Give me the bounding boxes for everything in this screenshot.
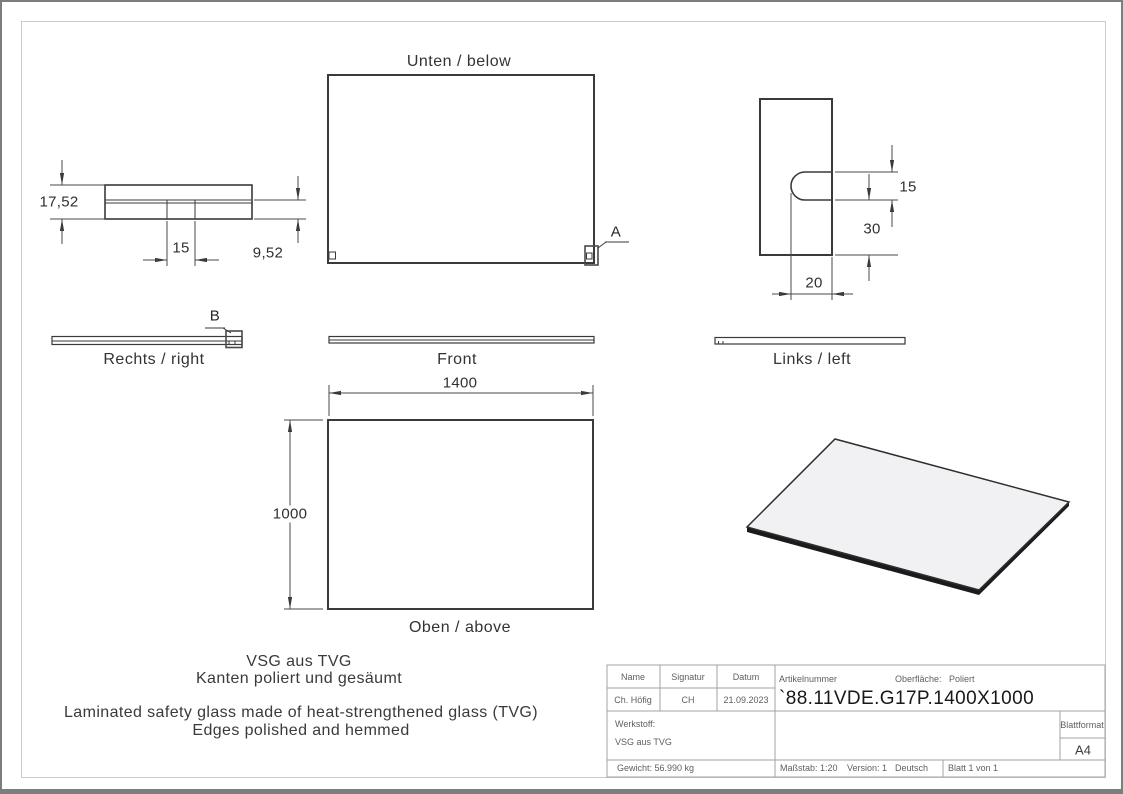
titleblock-oberflaeche-label: Oberfläche: bbox=[895, 674, 942, 684]
view-slot-detail bbox=[760, 99, 832, 255]
oben-dimensions bbox=[284, 385, 593, 609]
view-label-front: Front bbox=[437, 351, 477, 368]
titleblock-gewicht: Gewicht: 56.990 kg bbox=[617, 763, 695, 773]
drawing-frame bbox=[22, 22, 1106, 778]
dim-slot-width: 15 bbox=[172, 239, 190, 257]
titleblock-version: Version: 1 bbox=[847, 763, 888, 773]
note-en-edges: Edges polished and hemmed bbox=[192, 722, 410, 739]
titleblock-name-header: Name bbox=[620, 672, 646, 682]
view-edge-profile bbox=[105, 185, 252, 219]
titleblock-signatur-value: CH bbox=[681, 695, 695, 705]
view-front-strip bbox=[329, 337, 594, 344]
note-de-material: VSG aus TVG bbox=[246, 653, 352, 670]
titleblock-blattformat-label: Blattformat bbox=[1060, 720, 1104, 730]
view-unten-outline bbox=[328, 75, 629, 265]
titleblock-werkstoff-label: Werkstoff: bbox=[615, 719, 656, 729]
view-label-rechts: Rechts / right bbox=[103, 351, 205, 368]
detail-b-label: B bbox=[209, 307, 221, 325]
note-en-material: Laminated safety glass made of heat-strengthened glass (TVG) bbox=[63, 704, 539, 721]
dim-slot-depth: 20 bbox=[805, 274, 823, 292]
dim-plate-height: 1000 bbox=[270, 506, 311, 523]
titleblock-datum-value: 21.09.2023 bbox=[723, 695, 769, 705]
dim-lower-thickness: 9,52 bbox=[252, 244, 284, 262]
isometric-panel bbox=[747, 439, 1069, 595]
dim-slot-height: 15 bbox=[899, 178, 917, 196]
titleblock-oberflaeche-value: Poliert bbox=[949, 674, 975, 684]
titleblock-signatur-header: Signatur bbox=[671, 672, 705, 682]
view-label-unten: Unten / below bbox=[406, 53, 512, 70]
dim-plate-width: 1400 bbox=[442, 374, 478, 392]
view-label-oben: Oben / above bbox=[408, 619, 512, 636]
titleblock-name-value: Ch. Höfig bbox=[614, 695, 652, 705]
view-links-strip bbox=[715, 338, 905, 345]
titleblock-datum-header: Datum bbox=[732, 672, 760, 682]
dim-slot-bottom-offset: 30 bbox=[863, 220, 881, 238]
titleblock-werkstoff-value: VSG aus TVG bbox=[615, 737, 672, 747]
view-oben-outline bbox=[328, 420, 593, 609]
view-rechts-strip bbox=[52, 328, 242, 348]
titleblock-blattformat-value: A4 bbox=[1075, 742, 1091, 758]
note-de-edges: Kanten poliert und gesäumt bbox=[195, 670, 403, 687]
dim-total-thickness: 17,52 bbox=[39, 193, 79, 211]
titleblock-blatt: Blatt 1 von 1 bbox=[948, 763, 999, 773]
titleblock-sprache: Deutsch bbox=[895, 763, 929, 773]
titleblock-massstab: Maßstab: 1:20 bbox=[780, 763, 838, 773]
titleblock-part-number: `88.11VDE.G17P.1400X1000 bbox=[779, 688, 1035, 709]
view-label-links: Links / left bbox=[772, 351, 852, 368]
titleblock-artikelnummer-label: Artikelnummer bbox=[779, 674, 838, 684]
detail-a-label: A bbox=[610, 223, 622, 241]
